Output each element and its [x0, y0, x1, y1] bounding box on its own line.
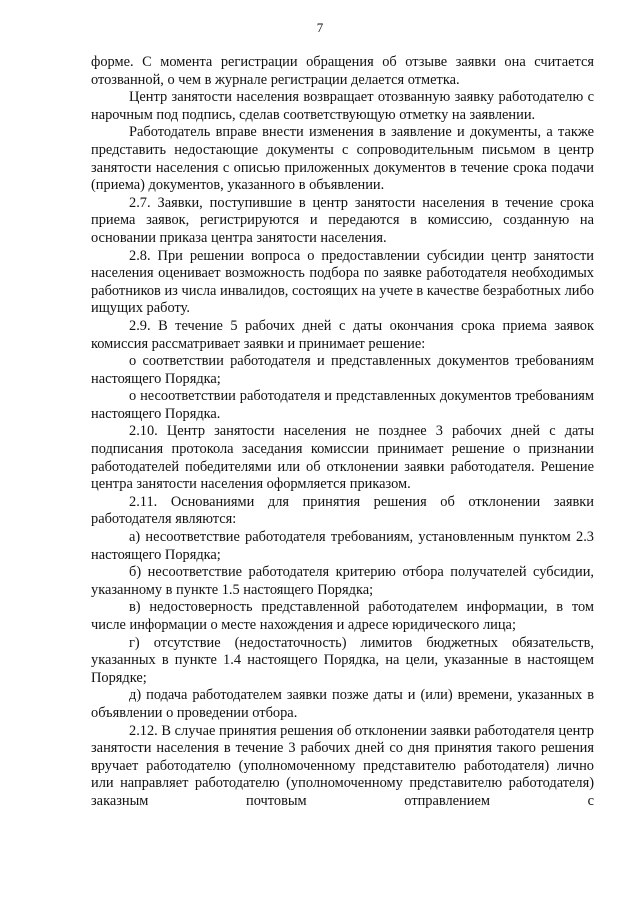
paragraph-form-withdrawal: форме. С момента регистрации обращения об отзыве заявки она считается отозванной, о чем в журнале регистрации делается отметка. [91, 54, 594, 88]
list-item-noncompliance: о несоответствии работодателя и представленных документов требованиям настоящего Порядка. [91, 388, 594, 422]
paragraph-return-application: Центр занятости населения возвращает отозванную заявку работодателю с нарочным под подпись, сделав соответствующую отметку на заявлении. [91, 89, 594, 123]
page-number: 7 [316, 20, 324, 35]
list-item-d: д) подача работодателем заявки позже даты и (или) времени, указанных в объявлении о проведении отбора. [91, 687, 594, 721]
paragraph-2-11: 2.11. Основаниями для принятия решения об отклонении заявки работодателя являются: [91, 493, 594, 528]
paragraph-amend-documents: Работодатель вправе внести изменения в заявление и документы, а также представить недостающие документы с сопроводительным письмом в центр занятости населения с описью приложенных документов в течение срока подачи (приема) документов, указанного в объявлении. [91, 124, 594, 194]
list-item-v: в) недостоверность представленной работодателем информации, в том числе информации о месте нахождения и адресе юридического лица; [91, 599, 594, 633]
list-item-g: г) отсутствие (недостаточность) лимитов бюджетных обязательств, указанных в пункте 1.4 настоящего Порядка, на цели, указанные в настоящем Порядке; [91, 634, 594, 686]
paragraph-2-9: 2.9. В течение 5 рабочих дней с даты окончания срока приема заявок комиссия рассматривает заявки и принимает решение: [91, 317, 594, 352]
list-item-b: б) несоответствие работодателя критерию отбора получателей субсидии, указанному в пункте 1.5 настоящего Порядка; [91, 564, 594, 598]
paragraph-2-10: 2.10. Центр занятости населения не позднее 3 рабочих дней с даты подписания протокола заседания комиссии принимает решение о признании работодателей победителями или об отклонении заявки работодателя. Решение центра занятости населения оформляется приказом. [91, 423, 594, 493]
paragraph-2-8: 2.8. При решении вопроса о предоставлении субсидии центр занятости населения оценивает возможность подбора по заявке работодателя необходимых работников из числа инвалидов, состоящих на учете в качестве безработных либо ищущих работу. [91, 247, 594, 317]
list-item-a: а) несоответствие работодателя требованиям, установленным пунктом 2.3 настоящего Порядка; [91, 529, 594, 563]
list-item-compliance: о соответствии работодателя и представленных документов требованиям настоящего Порядка; [91, 353, 594, 387]
paragraph-2-7: 2.7. Заявки, поступившие в центр занятости населения в течение срока приема заявок, регистрируются и передаются в комиссию, созданную на основании приказа центра занятости населения. [91, 194, 594, 246]
paragraph-2-12: 2.12. В случае принятия решения об отклонении заявки работодателя центр занятости населения в течение 3 рабочих дней со дня принятия такого решения вручает работодателю (уполномоченному представителю работодателя) лично или направляет работодателю (уполномоченному представителю работодателя) заказным почтовым отправлением с [91, 722, 594, 809]
document-body [91, 54, 594, 811]
